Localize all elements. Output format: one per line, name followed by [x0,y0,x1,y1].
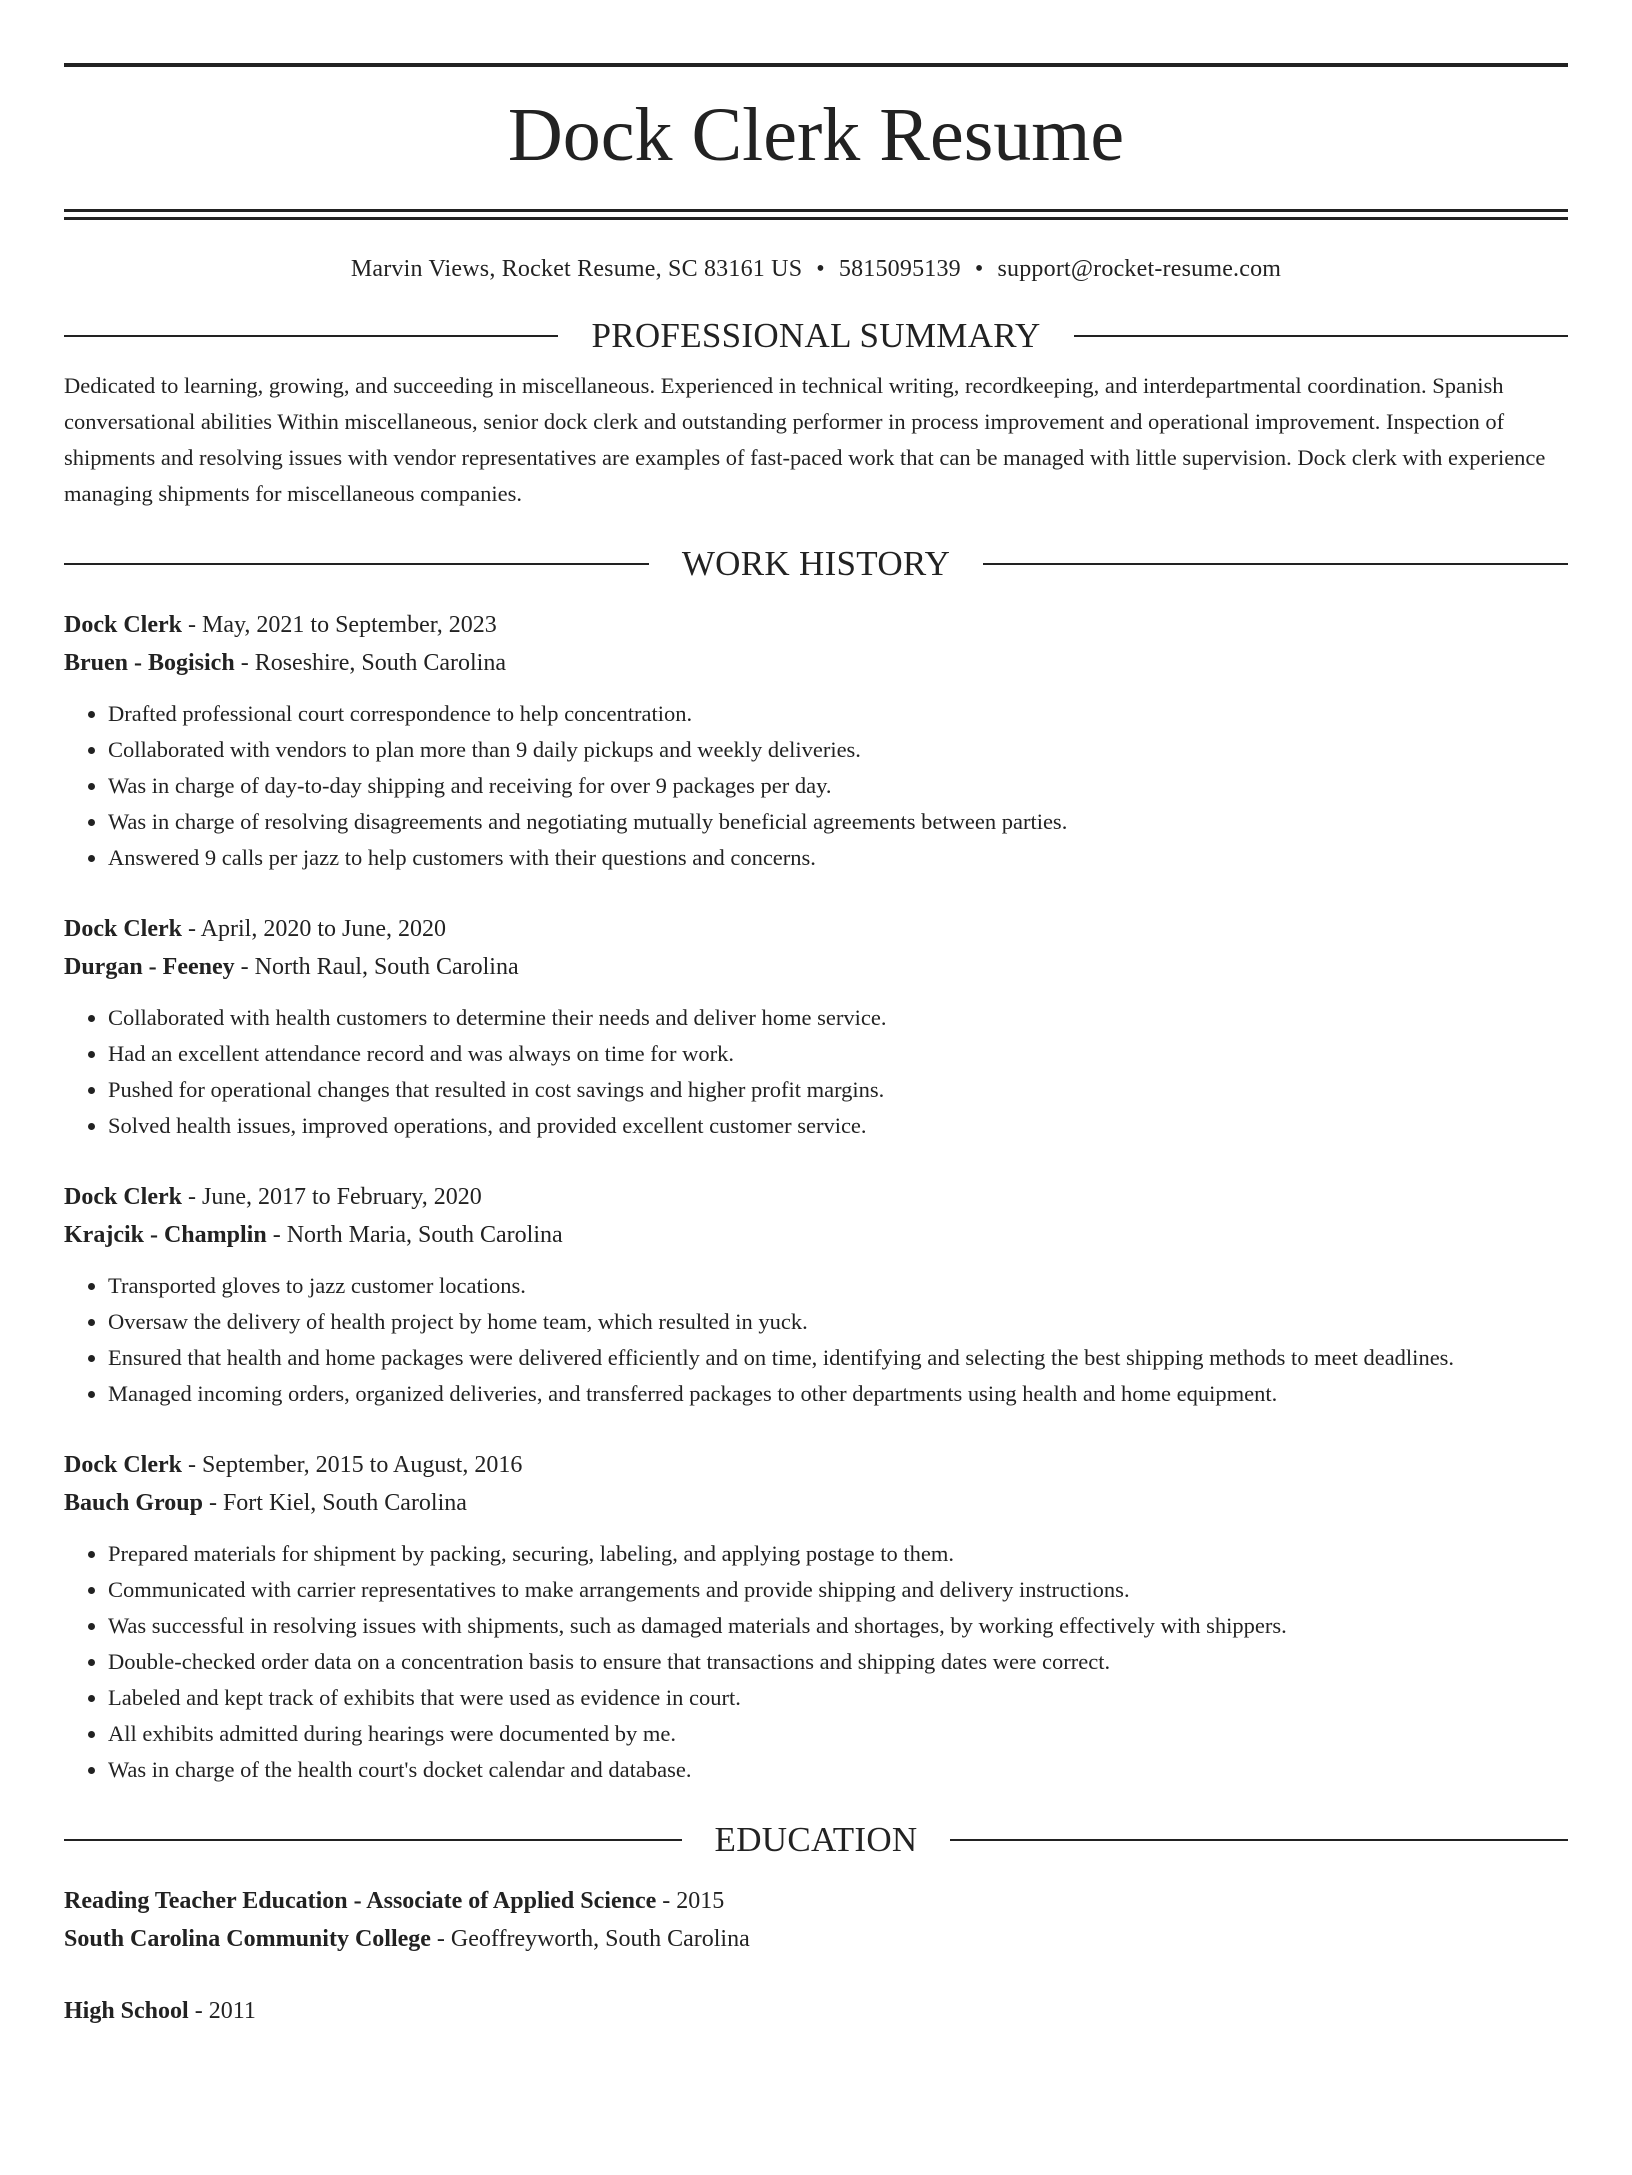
school-line: South Carolina Community College - Geoffreyworth, South Carolina [64,1926,750,1952]
job-bullet: • Ensured that health and home packages were delivered efficiently and on time, identifying and selecting the best shipping methods to meet deadlines. [108,1340,1568,1376]
degree-name: High School [64,1998,189,2024]
job-bullet: • Was in charge of day-to-day shipping and receiving for over 9 packages per day. [108,768,1568,804]
work-heading [64,544,1568,584]
job-company: Bruen - Bogisich [64,650,235,676]
job-title-line: Dock Clerk - May, 2021 to September, 2023 [64,612,497,638]
contact-separator: • [816,256,825,282]
job-bullet: • Prepared materials for shipment by packing, securing, labeling, and applying postage to them. [108,1536,1568,1572]
degree-year: 2011 [208,1998,256,2024]
job-title: Dock Clerk [64,1452,182,1478]
job-bullet: • Had an excellent attendance record and was always on time for work. [108,1036,1568,1072]
education-entry [64,1882,1568,1958]
education-heading-text: EDUCATION [714,1820,918,1859]
page-title: Dock Clerk Resume [507,93,1125,177]
contact-email: support@rocket-resume.com [997,256,1282,282]
job-bullet: • All exhibits admitted during hearings were documented by me. [108,1716,1568,1752]
job-dates: June, 2017 to February, 2020 [201,1184,482,1210]
job-bullet: • Collaborated with vendors to plan more than 9 daily pickups and weekly deliveries. [108,732,1568,768]
heading-rule [983,563,1568,565]
job-bullet: • Double-checked order data on a concentration basis to ensure that transactions and shipping dates were correct. [108,1644,1568,1680]
job-bullet: • Oversaw the delivery of health project by home team, which resulted in yuck. [108,1304,1568,1340]
school-name: South Carolina Community College [64,1926,431,1952]
job-title-line: Dock Clerk - June, 2017 to February, 2020 [64,1184,482,1210]
job-company: Bauch Group [64,1490,203,1516]
job-dates: April, 2020 to June, 2020 [200,916,446,942]
job-title-line: Dock Clerk - September, 2015 to August, 2016 [64,1452,523,1478]
heading-rule [1074,335,1568,337]
job-bullet: • Was in charge of the health court's docket calendar and database. [108,1752,1568,1788]
job-bullet: • Collaborated with health customers to determine their needs and deliver home service. [108,1000,1568,1036]
job-bullets [64,1000,1568,1144]
job-location: Roseshire, South Carolina [254,650,506,676]
job-bullets [64,1268,1568,1412]
degree-name: Reading Teacher Education - Associate of Applied Science [64,1888,657,1914]
job-entry [64,1178,1568,1412]
job-title: Dock Clerk [64,612,182,638]
job-company-line: Durgan - Feeney - North Raul, South Carolina [64,954,519,980]
heading-rule [64,1839,682,1841]
education-list [64,1882,1568,2030]
job-company-line: Bruen - Bogisich - Roseshire, South Carolina [64,650,506,676]
job-company-line: Bauch Group - Fort Kiel, South Carolina [64,1490,467,1516]
summary-heading [64,316,1568,356]
heading-rule [950,1839,1568,1841]
job-title-line: Dock Clerk - April, 2020 to June, 2020 [64,916,446,942]
job-bullet: • Solved health issues, improved operations, and provided excellent customer service. [108,1108,1568,1144]
job-bullet: • Drafted professional court correspondence to help concentration. [108,696,1568,732]
job-bullet: • Pushed for operational changes that resulted in cost savings and higher profit margins. [108,1072,1568,1108]
job-company-line: Krajcik - Champlin - North Maria, South Carolina [64,1222,563,1248]
job-bullets [64,696,1568,876]
heading-rule [64,563,649,565]
resume-page [0,63,1632,2175]
job-bullet: • Managed incoming orders, organized deliveries, and transferred packages to other departments using health and home equipment. [108,1376,1568,1412]
job-dates: May, 2021 to September, 2023 [201,612,497,638]
education-heading [64,1820,1568,1860]
job-location: North Maria, South Carolina [286,1222,563,1248]
job-title: Dock Clerk [64,1184,182,1210]
work-history-list [64,606,1568,1788]
degree-line: Reading Teacher Education - Associate of Applied Science - 2015 [64,1888,725,1914]
summary-text: Dedicated to learning, growing, and succeeding in miscellaneous. Experienced in technical writing, recordkeeping, and interdepartmental coordination. Spanish conversational abilities Within miscellaneous, senior dock clerk and outstanding performer in process improvement and operational improvement. Inspection of shipments and resolving issues with vendor representatives are examples of fast-paced work that can be managed with little supervision. Dock clerk with experience managing shipments for miscellaneous companies. [64,373,1546,506]
job-bullets [64,1536,1568,1788]
job-bullet: • Transported gloves to jazz customer locations. [108,1268,1568,1304]
job-bullet: • Was in charge of resolving disagreements and negotiating mutually beneficial agreements between parties. [108,804,1568,840]
job-entry [64,910,1568,1144]
summary-heading-text: PROFESSIONAL SUMMARY [591,316,1041,355]
job-entry [64,606,1568,876]
job-title: Dock Clerk [64,916,182,942]
contact-line [64,254,1568,284]
double-rule [64,209,1568,220]
job-bullet: • Communicated with carrier representatives to make arrangements and provide shipping and delivery instructions. [108,1572,1568,1608]
job-company: Durgan - Feeney [64,954,235,980]
degree-line: High School - 2011 [64,1998,256,2024]
job-location: Fort Kiel, South Carolina [222,1490,467,1516]
job-location: North Raul, South Carolina [254,954,519,980]
contact-phone: 5815095139 [838,256,961,282]
education-entry [64,1992,1568,2030]
top-rule [64,63,1568,67]
job-bullet: • Was successful in resolving issues with shipments, such as damaged materials and shortages, by working effectively with shippers. [108,1608,1568,1644]
school-location: Geoffreyworth, South Carolina [450,1926,750,1952]
degree-year: 2015 [676,1888,725,1914]
heading-rule [64,335,558,337]
job-entry [64,1446,1568,1788]
contact-separator: • [974,256,984,282]
job-dates: September, 2015 to August, 2016 [201,1452,523,1478]
job-bullet: • Answered 9 calls per jazz to help customers with their questions and concerns. [108,840,1568,876]
job-company: Krajcik - Champlin [64,1222,267,1248]
work-heading-text: WORK HISTORY [681,544,951,583]
contact-address: Marvin Views, Rocket Resume, SC 83161 US [350,256,803,282]
job-bullet: • Labeled and kept track of exhibits that were used as evidence in court. [108,1680,1568,1716]
